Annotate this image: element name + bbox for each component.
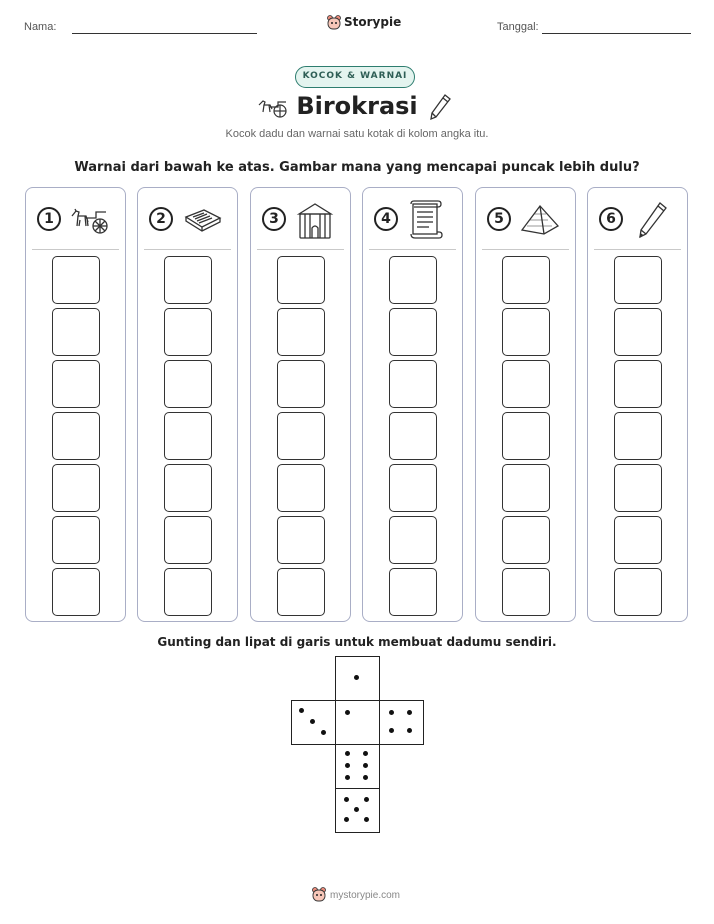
die-face-bottom [335,744,380,789]
column-3 [250,187,351,622]
color-box[interactable] [502,568,550,616]
date-label: Tanggal: [497,21,539,33]
color-box[interactable] [502,360,550,408]
page-title: Birokrasi [296,92,418,120]
date-field[interactable] [542,33,691,34]
color-box[interactable] [614,568,662,616]
column-2 [137,187,238,622]
brand-name: Storypie [344,15,402,29]
color-box[interactable] [389,308,437,356]
column-number: 2 [149,207,173,231]
color-box[interactable] [277,360,325,408]
color-box[interactable] [164,256,212,304]
die-face-right [379,700,424,745]
instruction: Warnai dari bawah ke atas. Gambar mana yang mencapai puncak lebih dulu? [74,160,640,175]
color-box[interactable] [52,464,100,512]
column-number: 5 [487,207,511,231]
color-box[interactable] [389,412,437,460]
color-box[interactable] [614,360,662,408]
storypie-logo-icon [311,886,327,902]
color-box[interactable] [164,568,212,616]
color-box[interactable] [614,464,662,512]
color-box[interactable] [389,360,437,408]
color-box[interactable] [502,308,550,356]
name-label: Nama: [24,21,57,33]
color-box[interactable] [164,516,212,564]
pyramid-icon [518,200,562,240]
footer-url[interactable]: mystorypie.com [330,890,401,901]
clay-tablet-icon [180,200,224,240]
column-number: 3 [262,207,286,231]
color-box[interactable] [277,256,325,304]
color-box[interactable] [52,256,100,304]
column-1 [25,187,126,622]
color-box[interactable] [164,308,212,356]
color-box[interactable] [614,256,662,304]
color-box[interactable] [389,516,437,564]
color-box[interactable] [277,516,325,564]
column-4 [362,187,463,622]
color-box[interactable] [52,308,100,356]
die-face-top [335,656,380,701]
color-box[interactable] [614,308,662,356]
pencil-icon [630,200,674,240]
color-box[interactable] [389,464,437,512]
color-box[interactable] [502,256,550,304]
color-box[interactable] [164,360,212,408]
color-box[interactable] [52,412,100,460]
activity-badge: KOCOK & WARNAI [295,66,415,88]
storypie-logo-icon [326,14,342,30]
color-box[interactable] [277,464,325,512]
round-hut-icon [293,200,337,240]
color-box[interactable] [52,360,100,408]
die-face-center [335,700,380,745]
color-box[interactable] [52,516,100,564]
color-box[interactable] [389,568,437,616]
die-face-back [335,788,380,833]
color-box[interactable] [277,568,325,616]
column-number: 6 [599,207,623,231]
die-face-left [291,700,336,745]
color-box[interactable] [277,412,325,460]
column-5 [475,187,576,622]
color-box[interactable] [502,516,550,564]
color-box[interactable] [614,412,662,460]
color-box[interactable] [277,308,325,356]
scroll-icon [405,200,449,240]
color-box[interactable] [164,412,212,460]
column-number: 4 [374,207,398,231]
dice-instruction: Gunting dan lipat di garis untuk membuat dadumu sendiri. [157,635,557,649]
color-box[interactable] [614,516,662,564]
color-box[interactable] [52,568,100,616]
color-box[interactable] [389,256,437,304]
color-box[interactable] [164,464,212,512]
column-number: 1 [37,207,61,231]
color-box[interactable] [502,412,550,460]
name-field[interactable] [72,33,257,34]
column-6 [587,187,688,622]
subtitle: Kocok dadu dan warnai satu kotak di kolom angka itu. [225,128,489,140]
pencil-icon [428,93,452,121]
horse-carriage-icon [68,200,112,240]
color-box[interactable] [502,464,550,512]
